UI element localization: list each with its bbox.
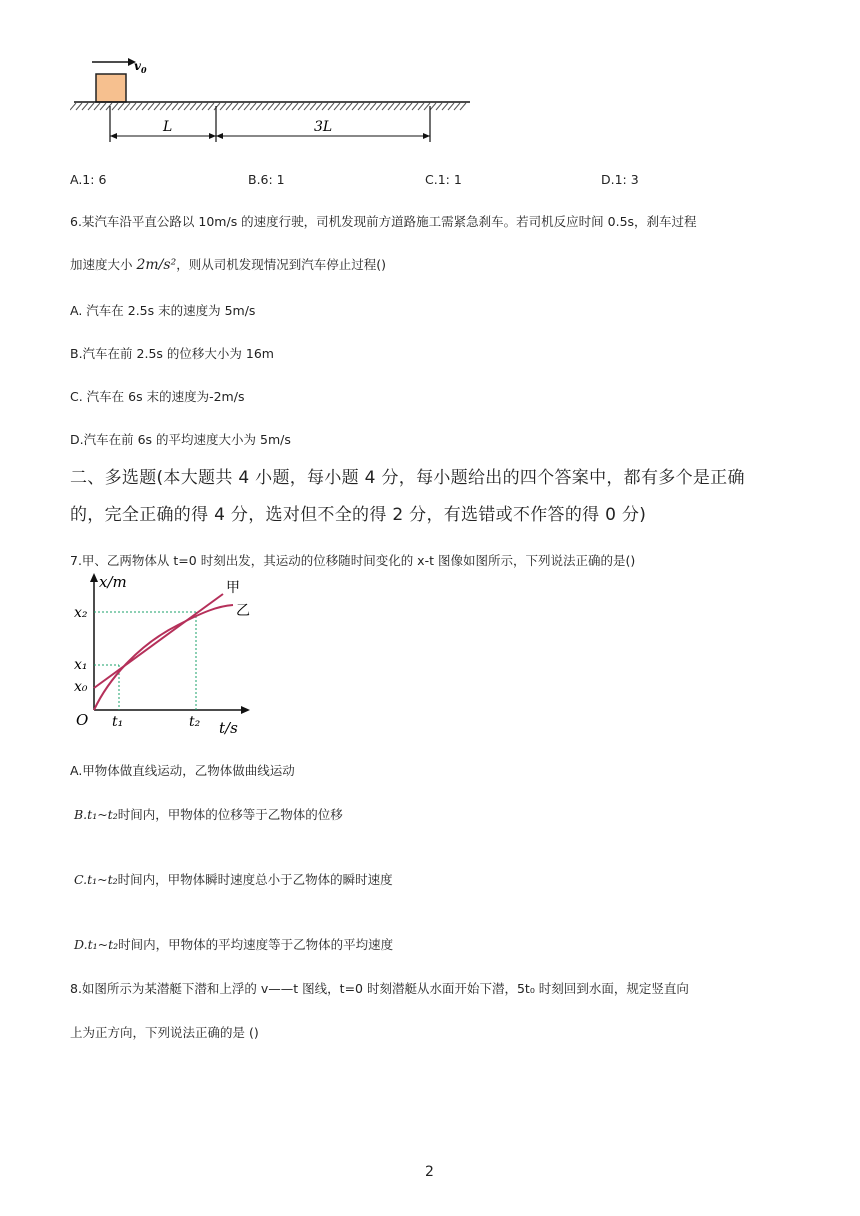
q5-option-b: B.6: 1 [248, 172, 285, 187]
tick-t1: t₁ [112, 714, 124, 730]
q6-option-d: D.汽车在前 6s 的平均速度大小为 5m/s [70, 432, 291, 447]
curve-label-jia: 甲 [226, 580, 240, 596]
q5-option-a: A.1: 6 [70, 172, 107, 187]
q8-stem-line2: 上为正方向，下列说法正确的是 () [70, 1025, 259, 1040]
block-diagram [70, 50, 480, 150]
distance-L-label: L [163, 119, 173, 135]
tick-x0: x₀ [74, 679, 88, 695]
q6-option-a: A. 汽车在 2.5s 末的速度为 5m/s [70, 303, 256, 318]
tick-x2: x₂ [74, 605, 88, 621]
ground-hatch [70, 103, 466, 110]
q6-option-b: B.汽车在前 2.5s 的位移大小为 16m [70, 346, 274, 361]
q7-stem: 7.甲、乙两物体从 t=0 时刻出发，其运动的位移随时间变化的 x-t 图像如图所示，下列说法正确的是() [70, 553, 636, 568]
section-heading-line1: 二、多选题(本大题共 4 小题，每小题 4 分，每小题给出的四个答案中，都有多个是正确 [70, 468, 745, 488]
curve-yi [94, 605, 233, 710]
origin-label: O [76, 711, 89, 729]
q6-stem-line1: 6.某汽车沿平直公路以 10m/s 的速度行驶，司机发现前方道路施工需紧急刹车。若司机反应时间 0.5s，刹车过程 [70, 214, 697, 229]
distance-3L-label: 3L [314, 119, 333, 135]
q7-option-a: A.甲物体做直线运动，乙物体做曲线运动 [70, 763, 295, 778]
q7-option-d: D.t₁~t₂时间内，甲物体的平均速度等于乙物体的平均速度 [74, 937, 394, 952]
section-heading-line2: 的，完全正确的得 4 分，选对但不全的得 2 分，有选错或不作答的得 0 分) [70, 505, 647, 525]
acceleration-value: 2m/s² [136, 257, 177, 273]
y-axis-label: x/m [99, 573, 127, 591]
curve-jia [94, 594, 223, 688]
page-number: 2 [425, 1164, 434, 1180]
curve-label-yi: 乙 [236, 603, 250, 619]
velocity-arrow [92, 58, 136, 66]
tick-x1: x₁ [74, 657, 88, 673]
q8-stem-line1: 8.如图所示为某潜艇下潜和上浮的 v——t 图线，t=0 时刻潜艇从水面开始下潜，5t₀ 时刻回到水面，规定竖直向 [70, 981, 689, 996]
v0-label: $v_0$ [134, 59, 147, 75]
tick-t2: t₂ [189, 714, 201, 730]
q6-stem-line2: 加速度大小 2m/s²，则从司机发现情况到汽车停止过程() [70, 257, 386, 273]
x-axis-label: t/s [219, 719, 238, 737]
block [96, 74, 126, 102]
xt-graph [68, 570, 268, 740]
q5-option-c: C.1: 1 [425, 172, 462, 187]
q5-option-d: D.1: 3 [601, 172, 639, 187]
q6-option-c: C. 汽车在 6s 末的速度为-2m/s [70, 389, 245, 404]
q7-option-b: B.t₁~t₂时间内，甲物体的位移等于乙物体的位移 [74, 807, 343, 822]
q7-option-c: C.t₁~t₂时间内，甲物体瞬时速度总小于乙物体的瞬时速度 [74, 872, 393, 887]
